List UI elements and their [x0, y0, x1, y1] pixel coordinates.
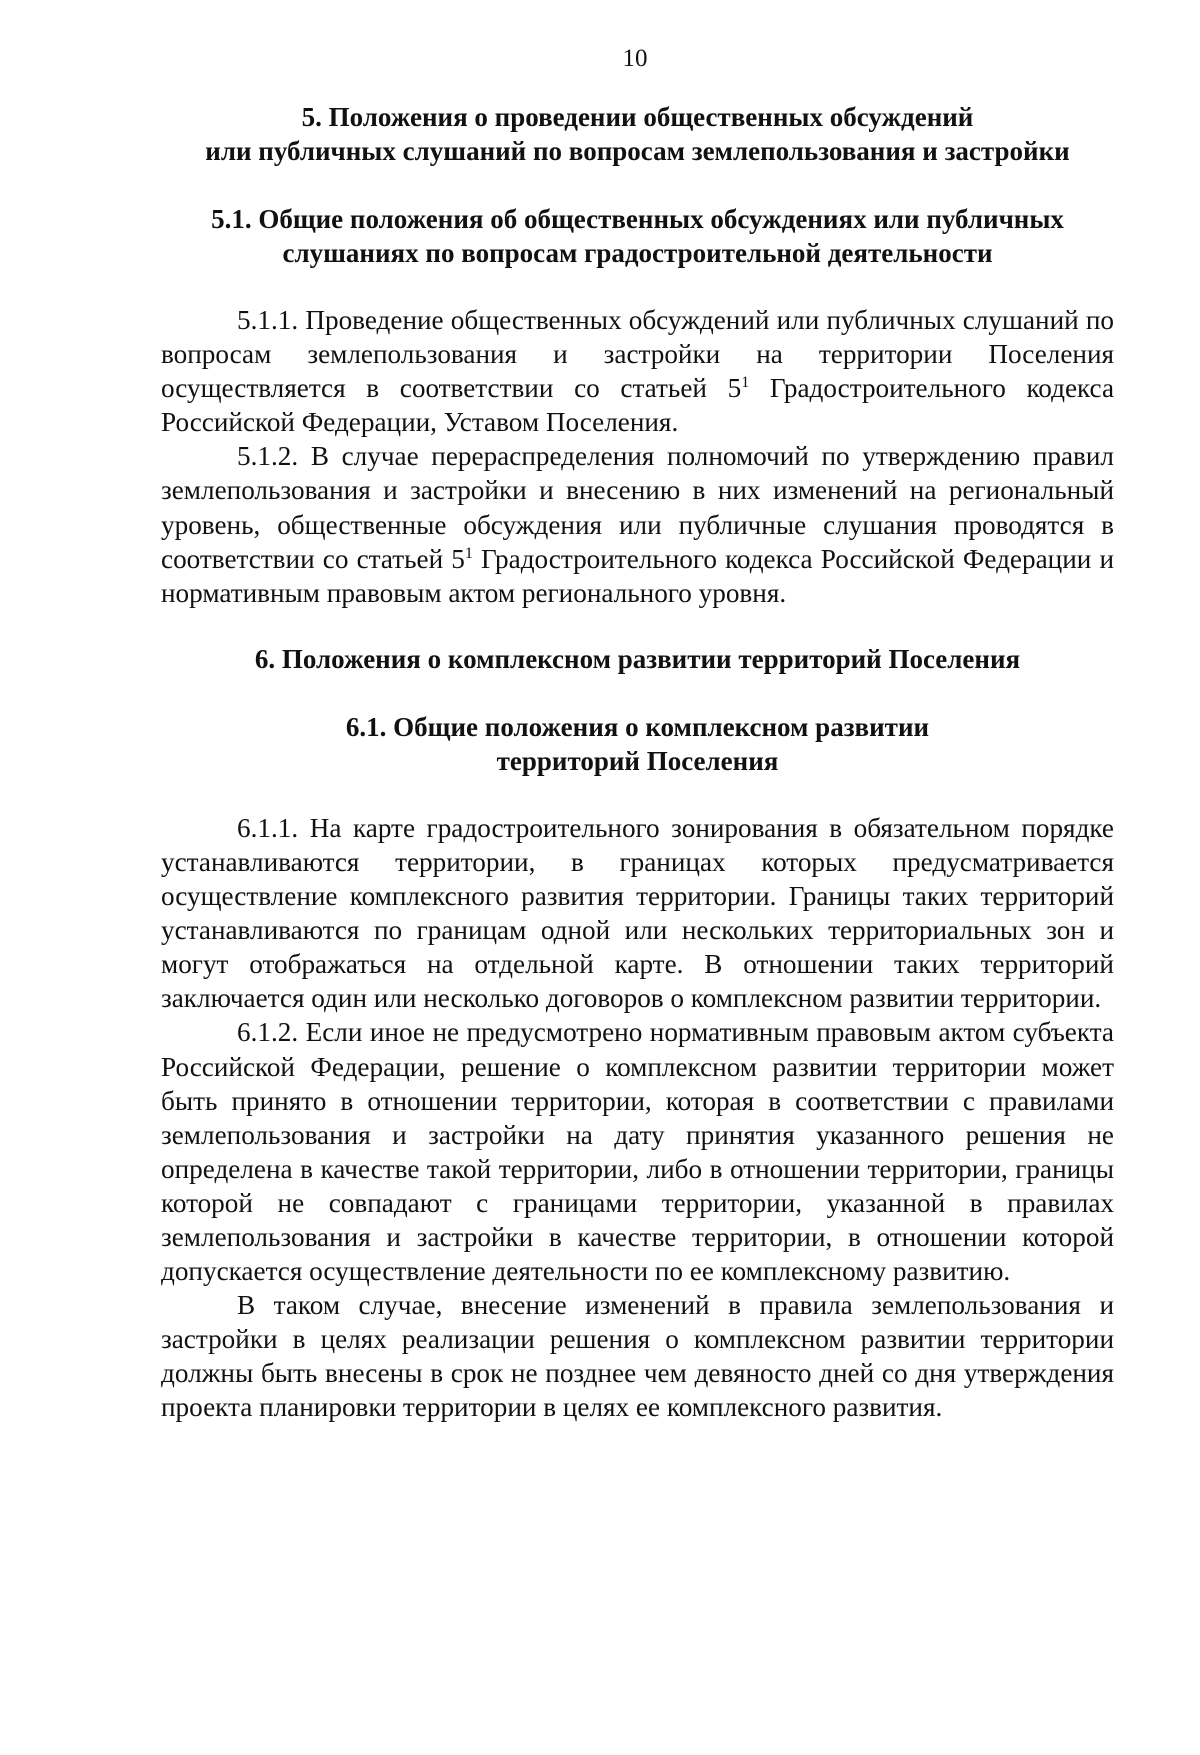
paragraph-5-1-2-text: 5.1.2. В случае перераспределения полномочий по утверждению правил землепользования и застройки и внесению в них изменений на региональный уровень, общественные обсуждения или публичные слушания проводятся в соответствии со статьей 5 — [161, 441, 1114, 574]
spacer — [161, 778, 1114, 811]
paragraph-5-1-2 — [161, 439, 1114, 609]
superscript: 1 — [464, 544, 473, 562]
section-6-1-heading — [161, 710, 1114, 778]
superscript: 1 — [741, 374, 750, 392]
page-number: 10 — [622, 45, 648, 72]
paragraph-5-1-1-text-end: Градостроительного кодекса Российской Федерации, Уставом Поселения. — [161, 373, 1115, 438]
document-body — [161, 100, 1114, 1425]
section-5-heading-line1: 5. Положения о проведении общественных обсуждений — [301, 102, 974, 132]
paragraph-6-1-2-continuation: В таком случае, внесение изменений в правила землепользования и застройки в целях реализации решения о комплексном развитии территории должны быть внесены в срок не позднее чем девяносто дней со дня утверждения проекта планировки территории в целях ее комплексного развития. — [161, 1290, 1114, 1423]
spacer — [161, 610, 1114, 642]
section-5-1-heading-line2: слушаниях по вопросам градостроительной деятельности — [282, 238, 993, 268]
section-6-1-heading-line1: 6.1. Общие положения о комплексном развитии — [345, 711, 930, 742]
paragraph-6-1-2: 6.1.2. Если иное не предусмотрено нормативным правовым актом субъекта Российской Федерации, решение о комплексном развитии территории может быть принято в отношении территории, которая в соответствии с правилами землепользования и застройки на дату принятия указанного решения не определена в качестве такой территории, либо в отношении территории, границы которой не совпадают с границами территории, указанной в правилах землепользования и застройки в качестве территории, в отношении которой допускается осуществление деятельности по ее комплексному развитию. — [161, 1017, 1114, 1287]
section-5-heading — [161, 100, 1114, 168]
paragraph-5-1-1 — [161, 303, 1114, 439]
spacer — [161, 168, 1114, 202]
spacer — [161, 676, 1114, 710]
paragraph-6-1-1: 6.1.1. На карте градостроительного зонирования в обязательном порядке устанавливаются территории, в границах которых предусматривается осуществление комплексного развития территории. Границы таких территорий устанавливаются по границам одной или нескольких территориальных зон и могут отображаться на отдельной карте. В отношении таких территорий заключается один или несколько договоров о комплексном развитии территории. — [161, 812, 1114, 1014]
section-6-1-heading-line2: территорий Поселения — [496, 745, 779, 776]
section-5-1-heading — [161, 202, 1114, 270]
paragraph-5-1-1-text: 5.1.1. Проведение общественных обсуждений или публичных слушаний по вопросам землепользования и застройки на территории Поселения осуществляется в соответствии со статьей 5 — [161, 305, 1114, 404]
section-5-heading-line2: или публичных слушаний по вопросам землепользования и застройки — [205, 136, 1070, 166]
section-6-heading: 6. Положения о комплексном развитии территорий Поселения — [254, 643, 1021, 674]
paragraph-5-1-2-text-end: Градостроительного кодекса Российской Федерации и нормативным правовым актом регионального уровня. — [161, 543, 1114, 608]
spacer — [161, 270, 1114, 303]
section-5-1-heading-line1: 5.1. Общие положения об общественных обсуждениях или публичных — [211, 204, 1064, 234]
